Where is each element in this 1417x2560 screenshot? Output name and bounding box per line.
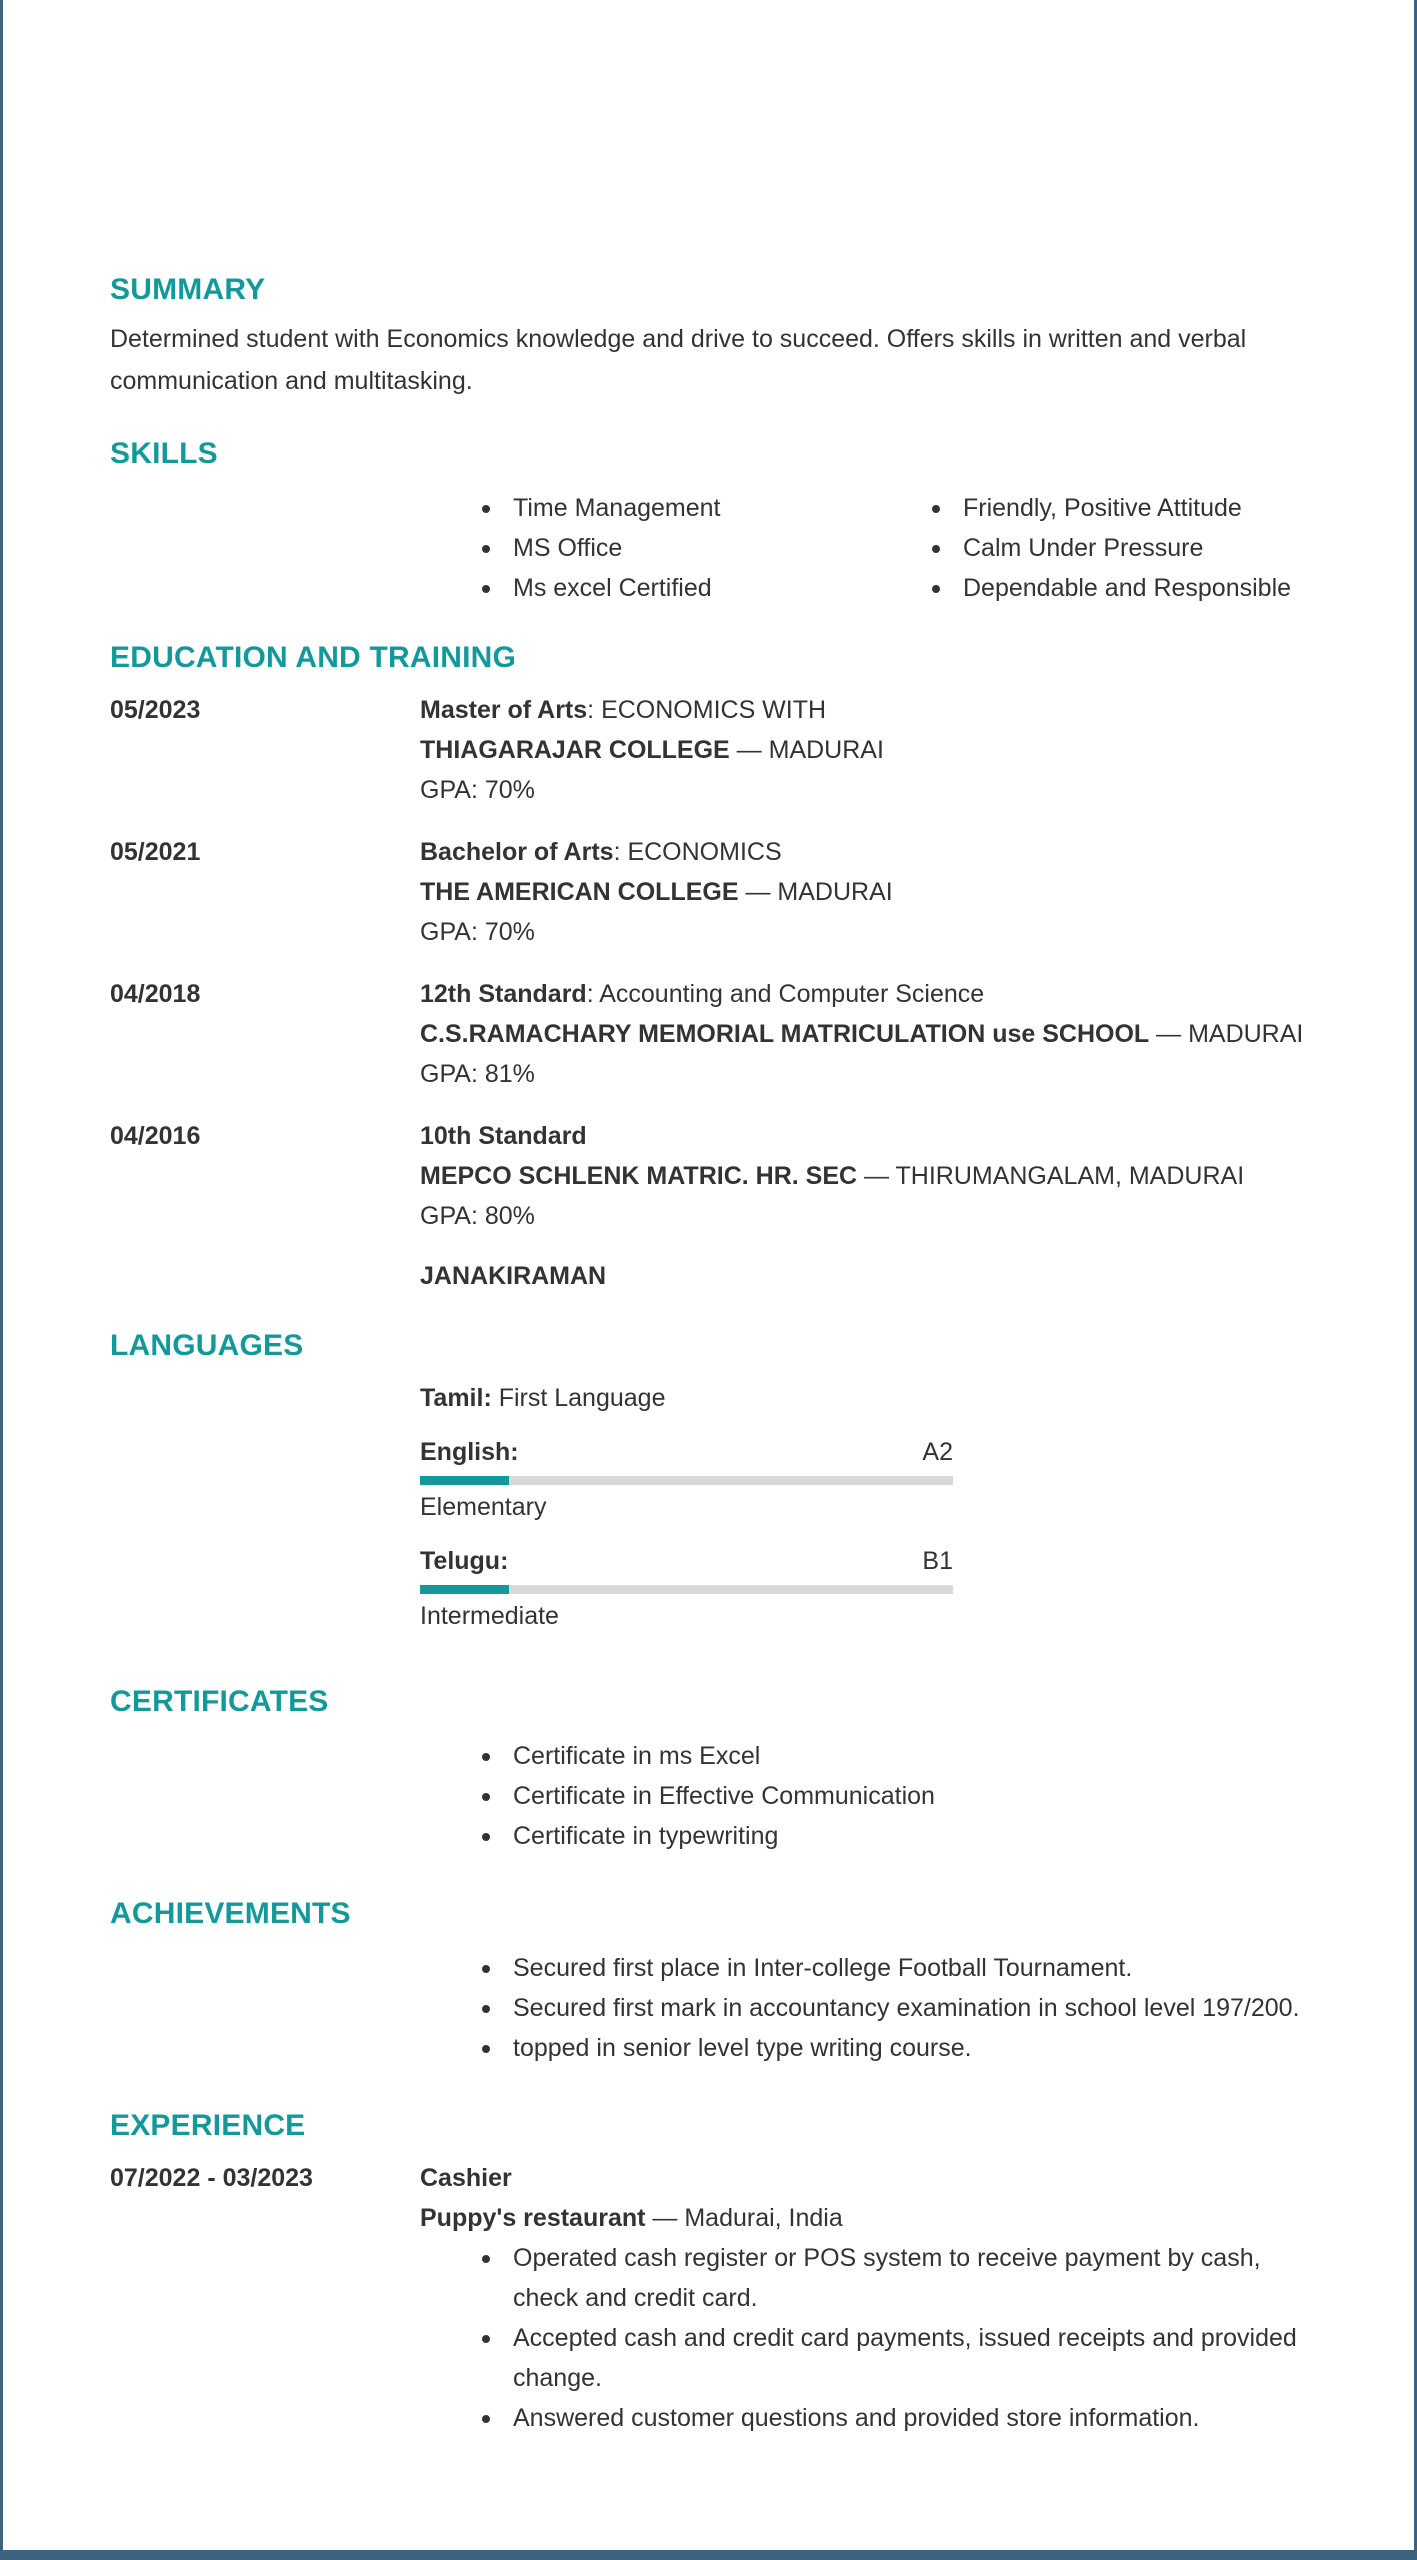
skills-heading: SKILLS: [110, 437, 218, 470]
job-title: Cashier: [420, 2164, 512, 2192]
degree-name: 10th Standard: [420, 1122, 587, 1150]
achievement-item: Secured first mark in accountancy examination in school level 197/200.: [470, 1988, 1320, 2028]
gpa: GPA: 70%: [420, 918, 535, 946]
duty-item: Answered customer questions and provided store information.: [470, 2398, 1320, 2438]
school-location: — MADURAI: [729, 736, 884, 764]
duty-item: Operated cash register or POS system to receive payment by cash, check and credit card.: [470, 2238, 1320, 2318]
summary-text: Determined student with Economics knowledge and drive to succeed. Offers skills in written and verbal communication and multitasking.: [110, 325, 1247, 395]
degree-field: : ECONOMICS: [613, 838, 782, 866]
skills-column-2: [920, 488, 1370, 608]
company-name: Puppy's restaurant: [420, 2204, 646, 2232]
language-name: Telugu:: [420, 1547, 509, 1575]
gpa: GPA: 81%: [420, 1060, 535, 1088]
skill-item: Friendly, Positive Attitude: [920, 488, 1370, 528]
company-location: — Madurai, India: [645, 2204, 843, 2232]
achievement-item: Secured first place in Inter-college Football Tournament.: [470, 1948, 1320, 1988]
language-level: B1: [922, 1547, 953, 1575]
school-location: — THIRUMANGALAM, MADURAI: [857, 1162, 1245, 1190]
degree-name: 12th Standard: [420, 980, 587, 1008]
school-name: C.S.RAMACHARY MEMORIAL MATRICULATION use SCHOOL: [420, 1020, 1150, 1048]
degree-field: : Accounting and Computer Science: [586, 980, 985, 1008]
language-desc: First Language: [491, 1384, 666, 1412]
gpa: GPA: 70%: [420, 776, 535, 804]
gpa: GPA: 80%: [420, 1202, 535, 1230]
education-list: [110, 690, 1380, 1296]
language-name: Tamil:: [420, 1384, 492, 1412]
skill-item: MS Office: [470, 528, 920, 568]
language-level-bar: [420, 1585, 953, 1594]
education-date: 04/2016: [110, 1122, 201, 1150]
certificates-list: [110, 1736, 1380, 1856]
education-heading: EDUCATION AND TRAINING: [110, 641, 517, 674]
certificate-item: Certificate in Effective Communication: [470, 1776, 1380, 1816]
certificate-item: Certificate in typewriting: [470, 1816, 1380, 1856]
summary-heading: SUMMARY: [110, 273, 266, 306]
language-native: [420, 1378, 1380, 1418]
experience-date: 07/2022 - 03/2023: [110, 2164, 313, 2192]
experience-entry: [110, 2158, 1380, 2238]
school-name: MEPCO SCHLENK MATRIC. HR. SEC: [420, 1162, 858, 1190]
degree-name: Bachelor of Arts: [420, 838, 614, 866]
certificates-heading: CERTIFICATES: [110, 1685, 329, 1718]
education-date: 05/2021: [110, 838, 201, 866]
achievement-item: topped in senior level type writing course.: [470, 2028, 1320, 2068]
language-level-bar: [420, 1476, 953, 1485]
education-date: 04/2018: [110, 980, 201, 1008]
resume-page: [3, 0, 1414, 2550]
school-name: THE AMERICAN COLLEGE: [420, 878, 739, 906]
resume-content: [110, 272, 1380, 2438]
language-item: [420, 1432, 1380, 1527]
achievements-heading: ACHIEVEMENTS: [110, 1897, 351, 1930]
skill-item: Calm Under Pressure: [920, 528, 1370, 568]
education-entry: [110, 690, 1380, 810]
certificate-item: Certificate in ms Excel: [470, 1736, 1380, 1776]
school-name: THIAGARAJAR COLLEGE: [420, 736, 730, 764]
languages-list: [110, 1378, 1380, 1636]
language-level-fill: [420, 1585, 509, 1594]
school-location: — MADURAI: [738, 878, 893, 906]
education-date: 05/2023: [110, 696, 201, 724]
language-item: [420, 1541, 1380, 1636]
language-level-fill: [420, 1476, 509, 1485]
education-extra-name: JANAKIRAMAN: [420, 1262, 607, 1290]
language-desc: Intermediate: [420, 1602, 559, 1630]
language-desc: Elementary: [420, 1493, 547, 1521]
degree-name: Master of Arts: [420, 696, 588, 724]
skills-column-1: [470, 488, 920, 608]
degree-field: : ECONOMICS WITH: [587, 696, 827, 724]
school-location: — MADURAI: [1149, 1020, 1304, 1048]
skill-item: Ms excel Certified: [470, 568, 920, 608]
skill-item: Time Management: [470, 488, 920, 528]
education-entry: [110, 1116, 1380, 1236]
language-name: English:: [420, 1438, 519, 1466]
experience-duties: [110, 2238, 1320, 2438]
skill-item: Dependable and Responsible: [920, 568, 1370, 608]
experience-heading: EXPERIENCE: [110, 2109, 306, 2142]
language-level: A2: [922, 1438, 953, 1466]
education-entry: [110, 974, 1380, 1094]
languages-heading: LANGUAGES: [110, 1329, 304, 1362]
achievements-list: [110, 1948, 1320, 2068]
duty-item: Accepted cash and credit card payments, issued receipts and provided change.: [470, 2318, 1320, 2398]
education-entry: [110, 832, 1380, 952]
skills-list: [110, 488, 1380, 608]
